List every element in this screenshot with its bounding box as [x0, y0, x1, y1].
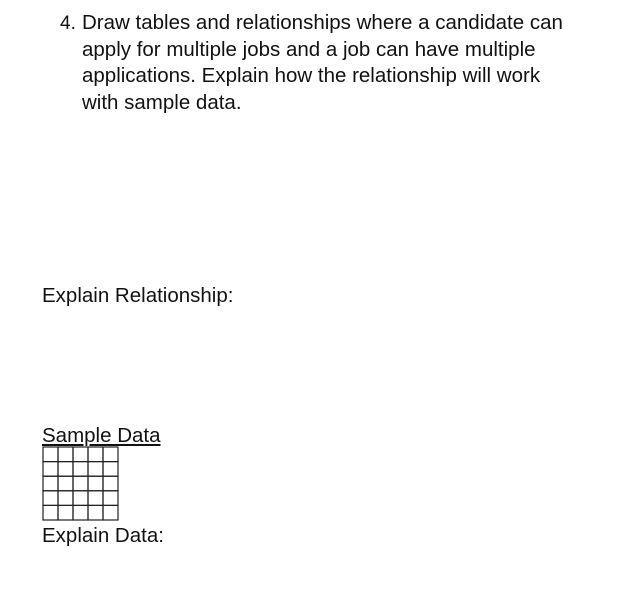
grid-cell: [103, 476, 118, 491]
grid-cell: [88, 476, 103, 491]
question-block: [60, 10, 620, 116]
grid-cell: [73, 476, 88, 491]
explain-data-heading: Explain Data:: [42, 524, 164, 547]
grid-cell: [43, 505, 58, 520]
sample-data-grid: [42, 446, 120, 522]
grid-cell: [58, 476, 73, 491]
grid-cell: [88, 447, 103, 462]
question-text: Draw tables and relationships where a candidate can apply for multiple jobs and a job can have multiple applications. Explain how the relationship will work with sample data.: [82, 11, 563, 114]
grid-cell: [73, 491, 88, 506]
explain-relationship-heading: Explain Relationship:: [42, 284, 234, 307]
grid-cell: [58, 491, 73, 506]
grid-cell: [103, 491, 118, 506]
grid-cell: [88, 505, 103, 520]
grid-cell: [58, 505, 73, 520]
grid-cell: [73, 505, 88, 520]
grid-cell: [88, 462, 103, 477]
grid-cell: [43, 476, 58, 491]
grid-cell: [43, 447, 58, 462]
grid-cell: [43, 491, 58, 506]
grid-cell: [58, 447, 73, 462]
grid-cell: [43, 462, 58, 477]
grid-cell: [103, 462, 118, 477]
question-number: 4.: [60, 13, 76, 34]
sample-data-heading: Sample Data: [42, 424, 161, 447]
grid-cell: [103, 505, 118, 520]
grid-cell: [58, 462, 73, 477]
grid-cell: [103, 447, 118, 462]
grid-cell: [73, 447, 88, 462]
grid-cell: [88, 491, 103, 506]
grid-cell: [73, 462, 88, 477]
